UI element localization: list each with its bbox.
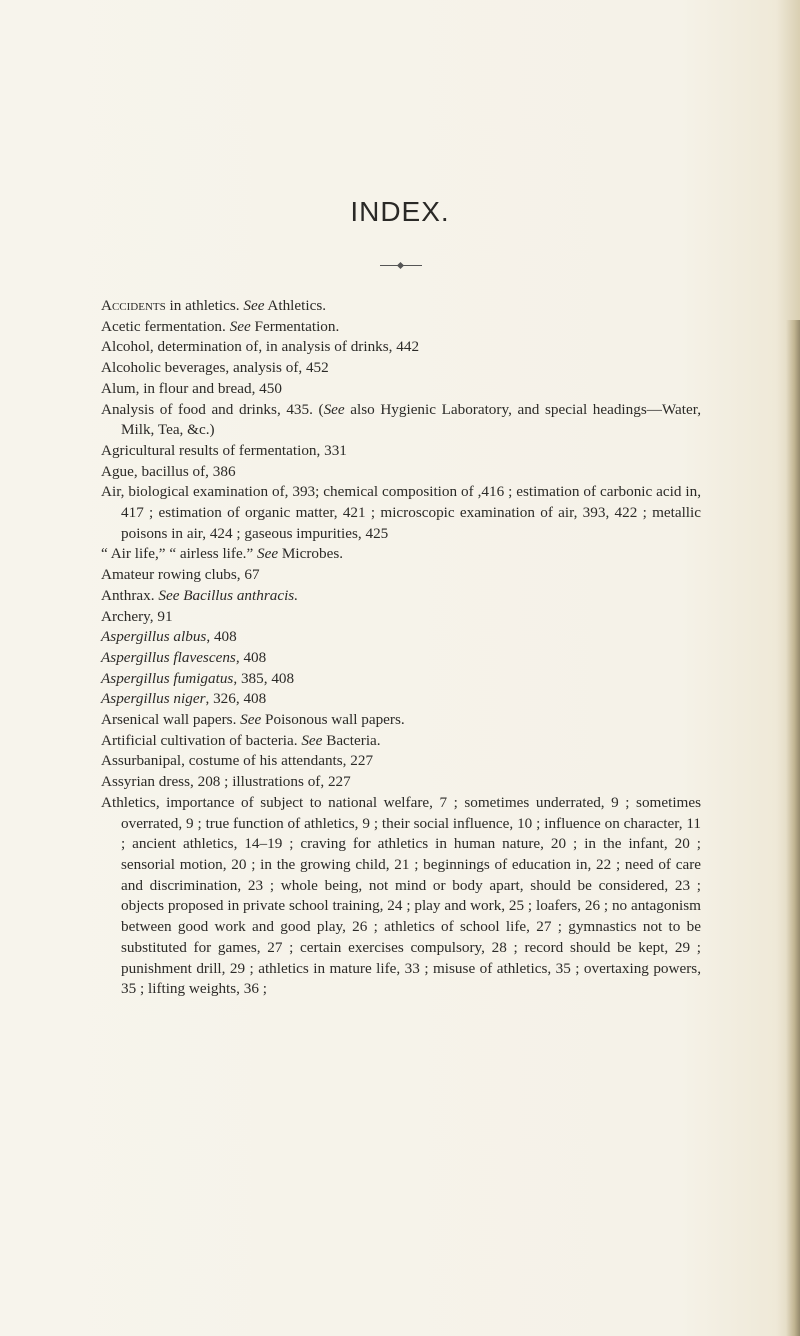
index-entry — [101, 793, 701, 1000]
index-entry — [101, 565, 701, 586]
index-entry — [101, 627, 701, 648]
entry-text: also Hygienic Laboratory, and special headings—Water, Milk, Tea, &c.) — [121, 400, 701, 439]
entry-text: , 385, 408 — [233, 669, 295, 687]
page-title: INDEX. — [350, 196, 450, 227]
ornamental-rule — [380, 265, 422, 266]
entry-head: Accidents — [101, 297, 166, 314]
index-entry — [101, 296, 701, 317]
entry-text: Ague, bacillus of, 386 — [101, 462, 236, 480]
index-entry — [101, 400, 701, 441]
entry-text: Acetic fermentation. — [101, 317, 230, 335]
entry-text: Arsenical wall papers. — [101, 711, 241, 729]
see-reference: See — [158, 586, 180, 604]
entry-text: , 326, 408 — [205, 690, 267, 708]
see-reference: See — [257, 545, 279, 563]
index-entry — [101, 544, 701, 565]
see-reference: See — [323, 400, 345, 418]
entry-text: , 408 — [235, 648, 267, 666]
entry-italic-head: Aspergillus albus — [101, 628, 207, 646]
index-entry — [101, 482, 701, 544]
index-entry — [101, 648, 701, 669]
entry-text: , 408 — [206, 628, 237, 646]
entry-text: Fermentation. — [250, 317, 340, 335]
entry-italic-head: Aspergillus flavescens — [101, 648, 236, 666]
entry-text: “ Air life,” “ airless life.” — [101, 545, 258, 563]
index-entry — [101, 751, 701, 772]
index-entry — [101, 669, 701, 690]
index-entry — [101, 607, 701, 628]
entry-text: Anthrax. — [101, 586, 159, 604]
entry-italic-head: Aspergillus fumigatus — [101, 669, 234, 687]
index-entry — [101, 317, 701, 338]
entry-text: Bacteria. — [322, 731, 381, 749]
index-entry — [101, 462, 701, 483]
entry-text: Poisonous wall papers. — [261, 711, 405, 729]
index-entry — [101, 379, 701, 400]
index-entries — [101, 296, 701, 1000]
entry-text: Artificial cultivation of bacteria. — [101, 731, 302, 749]
entry-text: Athletics, importance of subject to national welfare, 7 ; sometimes underrated, 9 ; sometimes overrated, 9 ; true function of athletics, 9 ; their social influence, 10 ; influence on character, 11 ; ancient athletics, 14–19 ; craving for athletics in human nature, 20 ; in the infant, 20 ; sensorial motion, 20 ; in the growing child, 21 ; beginnings of education in, 22 ; need of care and discrimination, 23 ; whole being, not mind or body apart, should be considered, 23 ; objects proposed in private school training, 24 ; play and work, 25 ; loafers, 26 ; no antagonism between good work and good play, 26 ; athletics of school life, 27 ; gymnastics not to be substituted for games, 27 ; certain exercises compulsory, 28 ; record should be kept, 29 ; punishment drill, 29 ; athletics in mature life, 33 ; misuse of athletics, 35 ; overtaxing powers, 35 ; lifting weights, 36 ; — [101, 793, 701, 998]
entry-text: Air, biological examination of, 393; chemical composition of ,416 ; estimation of carbonic acid in, 417 ; estimation of organic matter, 421 ; microscopic examination of air, 393, 422 ; metallic poisons in air, 424 ; gaseous impurities, 425 — [101, 483, 701, 542]
see-reference: See — [301, 731, 323, 749]
index-entry — [101, 586, 701, 607]
index-entry — [101, 689, 701, 710]
entry-text: in athletics. — [165, 297, 244, 314]
entry-text: Assurbanipal, costume of his attendants, 227 — [101, 752, 374, 770]
entry-italic-text: Bacillus anthracis. — [183, 586, 298, 604]
index-entry — [101, 337, 701, 358]
entry-text: Analysis of food and drinks, 435. ( — [101, 400, 324, 418]
entry-italic-head: Aspergillus niger — [101, 690, 206, 708]
index-entry — [101, 772, 701, 793]
entry-text: Microbes. — [278, 545, 344, 563]
see-reference: See — [240, 711, 262, 729]
entry-text: Alcohol, determination of, in analysis of drinks, 442 — [101, 338, 420, 356]
entry-text: Assyrian dress, 208 ; illustrations of, 227 — [101, 773, 351, 791]
entry-text: Athletics. — [264, 297, 327, 314]
index-entry — [101, 731, 701, 752]
index-entry — [101, 441, 701, 462]
see-reference: See — [229, 317, 251, 335]
index-entry — [101, 358, 701, 379]
entry-text: Agricultural results of fermentation, 331 — [101, 441, 347, 459]
entry-text: Alum, in flour and bread, 450 — [101, 379, 282, 397]
entry-text: Archery, 91 — [101, 607, 173, 625]
page-edge-shadow — [786, 320, 800, 1336]
entry-text: Amateur rowing clubs, 67 — [101, 566, 260, 584]
see-reference: See — [243, 297, 265, 314]
index-entry — [101, 710, 701, 731]
entry-text: Alcoholic beverages, analysis of, 452 — [101, 359, 329, 377]
